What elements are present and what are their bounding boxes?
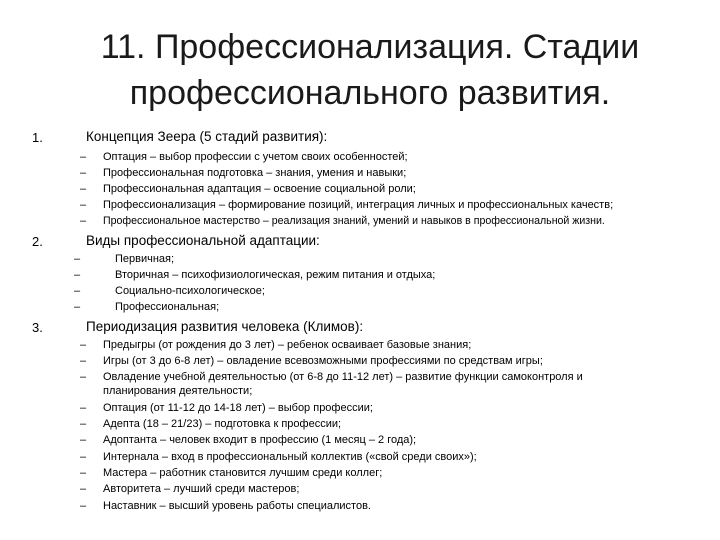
title-line-1: 11. Профессионализация. Стадии xyxy=(100,28,640,66)
section-3-number: 3. xyxy=(32,320,43,335)
section-2-number: 2. xyxy=(32,234,43,249)
dash-bullet: – xyxy=(80,151,87,163)
section-2-item-3: Социально-психологическое; xyxy=(115,285,265,297)
section-1-item-5: Профессиональное мастерство – реализация знаний, умений и навыков в профессиональной жизни. xyxy=(103,215,605,227)
section-3-item-7: Интернала – вход в профессиональный коллектив («свой среди своих»); xyxy=(103,451,477,463)
section-3-item-10: Наставник – высший уровень работы специалистов. xyxy=(103,500,371,512)
dash-bullet: – xyxy=(80,500,87,512)
dash-bullet: – xyxy=(74,253,81,265)
dash-bullet: – xyxy=(80,167,87,179)
section-1-item-3: Профессиональная адаптация – освоение социальной роли; xyxy=(103,183,416,195)
dash-bullet: – xyxy=(80,402,87,414)
section-1-number: 1. xyxy=(32,130,43,145)
section-3-item-9: Авторитета – лучший среди мастеров; xyxy=(103,483,300,495)
section-2-item-1: Первичная; xyxy=(115,253,175,265)
section-3-item-1: Предыгры (от рождения до 3 лет) – ребенок осваивает базовые знания; xyxy=(103,339,472,351)
dash-bullet: – xyxy=(80,434,87,446)
section-1-item-1: Оптация – выбор профессии с учетом своих особенностей; xyxy=(103,151,408,163)
section-3-heading: Периодизация развития человека (Климов): xyxy=(86,319,364,334)
section-2-item-4: Профессиональная; xyxy=(115,301,220,313)
title-line-2: профессионального развития. xyxy=(129,74,611,112)
section-2-heading: Виды профессиональной адаптации: xyxy=(86,233,320,248)
dash-bullet: – xyxy=(80,183,87,195)
dash-bullet: – xyxy=(74,269,81,281)
dash-bullet: – xyxy=(80,199,87,211)
dash-bullet: – xyxy=(80,483,87,495)
section-1-heading: Концепция Зеера (5 стадий развития): xyxy=(86,129,328,144)
section-3-item-5: Адепта (18 – 21/23) – подготовка к профессии; xyxy=(103,418,342,430)
dash-bullet: – xyxy=(80,451,87,463)
dash-bullet: – xyxy=(80,215,87,227)
dash-bullet: – xyxy=(80,355,87,367)
section-3-item-8: Мастера – работник становится лучшим среди коллег; xyxy=(103,467,383,479)
dash-bullet: – xyxy=(80,467,87,479)
section-1-item-4: Профессионализация – формирование позиций, интеграция личных и профессиональных качеств; xyxy=(103,199,614,211)
section-3-item-4: Оптация (от 11-12 до 14-18 лет) – выбор профессии; xyxy=(103,402,373,414)
section-3-item-2: Игры (от 3 до 6-8 лет) – овладение всевозможными профессиями по средствам игры; xyxy=(103,355,543,367)
section-3-item-6: Адоптанта – человек входит в профессию (1 месяц – 2 года); xyxy=(103,434,417,446)
dash-bullet: – xyxy=(80,418,87,430)
section-3-item-3-continuation: планирования деятельности; xyxy=(103,385,253,397)
slide-title xyxy=(40,24,700,116)
section-3-item-3: Овладение учебной деятельностью (от 6-8 до 11-12 лет) – развитие функции самоконтроля и xyxy=(103,371,583,383)
dash-bullet: – xyxy=(80,371,87,383)
dash-bullet: – xyxy=(74,301,81,313)
section-1-item-2: Профессиональная подготовка – знания, умения и навыки; xyxy=(103,167,407,179)
section-2-item-2: Вторичная – психофизиологическая, режим питания и отдыха; xyxy=(115,269,436,281)
dash-bullet: – xyxy=(74,285,81,297)
dash-bullet: – xyxy=(80,339,87,351)
